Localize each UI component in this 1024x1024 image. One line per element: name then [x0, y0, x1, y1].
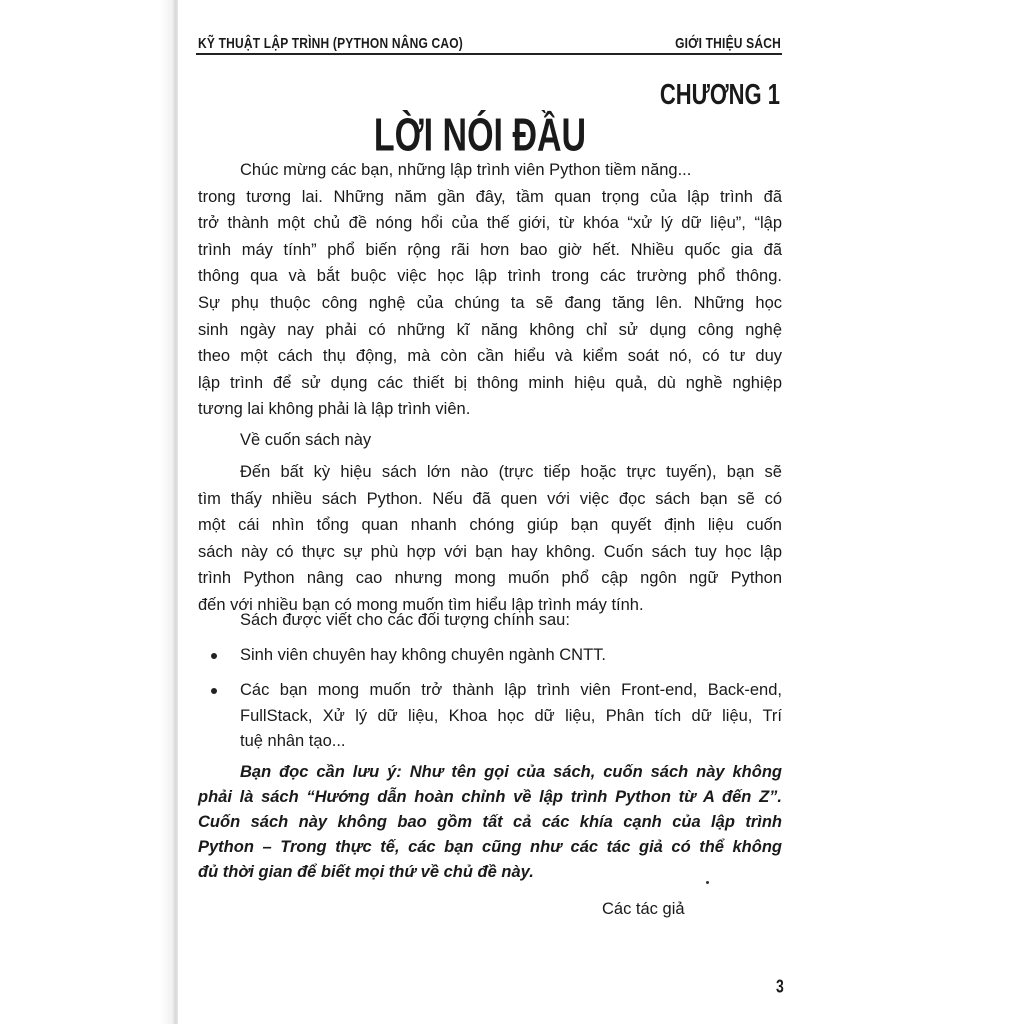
text-line: trong tương lai. Những năm gần đây, tầm quan trọng của lập trình đã [198, 187, 782, 206]
text-line: lập trình để sử dụng các thiết bị thông minh hiệu quả, dù nghề nghiệp [198, 373, 782, 392]
text-line: đủ thời gian để biết mọi thứ về chủ đề này. [198, 863, 534, 881]
signature: Các tác giả [602, 900, 685, 918]
scan-speck [706, 881, 709, 884]
text-line: trình Python nâng cao nhưng mong muốn phổ cập ngôn ngữ Python [198, 569, 782, 588]
text-line: Cuốn sách này không bao gồm tất cả các khía cạnh của lập trình [198, 813, 782, 831]
bullet-icon [211, 688, 217, 694]
header-rule [196, 53, 782, 55]
text-line: Về cuốn sách này [240, 431, 372, 449]
text-line: tương lai không phải là lập trình viên. [198, 400, 471, 419]
text-line: FullStack, Xử lý dữ liệu, Khoa học dữ liệu, Phân tích dữ liệu, Trí [240, 706, 782, 725]
text-line: theo một cách thụ động, mà còn cần hiểu và kiểm soát nó, có tư duy [198, 347, 782, 366]
text-line: Các bạn mong muốn trở thành lập trình viên Front-end, Back-end, [240, 681, 782, 699]
running-header-left: KỸ THUẬT LẬP TRÌNH (PYTHON NÂNG CAO) [198, 34, 463, 52]
text-line: Sự phụ thuộc công nghệ của chúng ta sẽ đang tăng lên. Những học [198, 294, 782, 312]
text-line: tuệ nhân tạo... [240, 732, 346, 750]
page-number: 3 [776, 975, 784, 997]
text-line: sinh ngày nay phải có những kĩ năng không chỉ sử dụng công nghệ [198, 320, 782, 339]
text-line: đến với nhiều bạn có mong muốn tìm hiểu lập trình máy tính. [198, 596, 644, 614]
chapter-label: CHƯƠNG 1 [659, 78, 780, 111]
text-line: tìm thấy nhiều sách Python. Nếu đã quen với việc đọc sách bạn sẽ có [198, 489, 782, 508]
text-line: trình máy tính” phổ biến rộng rãi hơn bao giờ hết. Nhiều quốc gia đã [198, 240, 782, 259]
text-line: Bạn đọc cần lưu ý: Như tên gọi của sách, cuốn sách này không [240, 763, 782, 781]
text-line: Chúc mừng các bạn, những lập trình viên Python tiềm năng... [240, 161, 692, 179]
text-line: Sách được viết cho các đối tượng chính sau: [240, 611, 570, 629]
text-line: Python – Trong thực tế, các bạn cũng như các tác giả có thể không [198, 838, 782, 856]
bullet-icon [211, 653, 217, 659]
running-header-right: GIỚI THIỆU SÁCH [675, 34, 781, 52]
text-line: một cái nhìn tổng quan nhanh chóng giúp bạn quyết định liệu cuốn [198, 516, 782, 535]
text-line: Sinh viên chuyên hay không chuyên ngành CNTT. [240, 646, 606, 664]
text-line: thông qua và bắt buộc việc học lập trình trong các trường phổ thông. [198, 267, 782, 286]
text-line: Đến bất kỳ hiệu sách lớn nào (trực tiếp hoặc trực tuyến), bạn sẽ [240, 463, 782, 481]
text-line: trở thành một chủ đề nóng hổi của thế giới, từ khóa “xử lý dữ liệu”, “lập [198, 214, 782, 233]
text-line: sách này có thực sự phù hợp với bạn hay không. Cuốn sách tuy học lập [198, 542, 782, 561]
text-line: phải là sách “Hướng dẫn hoàn chỉnh về lập trình Python từ A đến Z”. [198, 788, 782, 806]
page-title: LỜI NÓI ĐẦU [373, 110, 587, 162]
